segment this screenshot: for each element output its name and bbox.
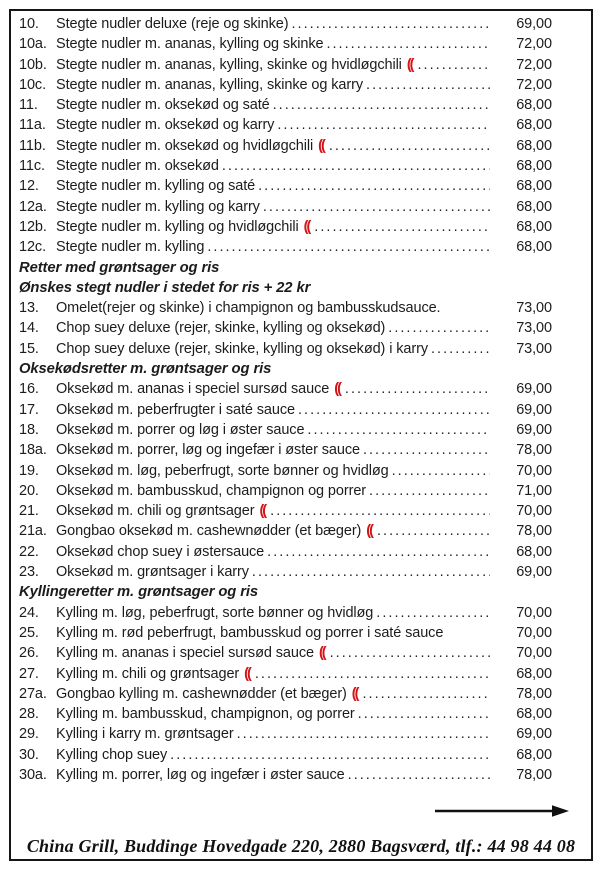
dot-leader bbox=[348, 767, 490, 783]
dot-leader bbox=[363, 442, 490, 458]
menu-item-row bbox=[19, 199, 552, 219]
menu-item-row bbox=[19, 463, 552, 483]
arrow-right-icon bbox=[435, 804, 569, 818]
item-price: 73,00 bbox=[516, 300, 552, 317]
item-price: 68,00 bbox=[516, 97, 552, 114]
dot-leader bbox=[298, 402, 490, 418]
item-name: Stegte nudler deluxe (reje og skinke) bbox=[56, 16, 289, 32]
menu-item-row bbox=[19, 686, 552, 706]
dot-leader bbox=[345, 381, 490, 397]
dot-leader bbox=[369, 483, 490, 499]
dot-leader bbox=[326, 36, 490, 52]
item-name: Omelet(rejer og skinke) i champignon og bambusskudsauce. bbox=[56, 300, 441, 317]
item-number: 29. bbox=[19, 726, 39, 743]
item-number: 11c. bbox=[19, 158, 45, 175]
menu-item-row bbox=[19, 36, 552, 56]
item-name: Oksekød m. ananas i speciel sursød sauce bbox=[56, 381, 330, 398]
item-price: 72,00 bbox=[516, 76, 552, 93]
item-price: 68,00 bbox=[516, 198, 552, 215]
menu-item-row bbox=[19, 178, 552, 198]
chili-icon: (( bbox=[318, 137, 324, 154]
item-number: 16. bbox=[19, 381, 39, 398]
dot-leader bbox=[277, 117, 490, 133]
item-number: 12. bbox=[19, 178, 39, 195]
item-number: 13. bbox=[19, 300, 39, 317]
chili-icon: (( bbox=[303, 218, 310, 235]
item-number: 18a. bbox=[19, 442, 47, 459]
dot-leader bbox=[291, 16, 490, 32]
item-number: 14. bbox=[19, 320, 39, 337]
menu-item-row bbox=[19, 747, 552, 767]
item-name: Stegte nudler m. oksekød og saté bbox=[56, 97, 270, 114]
item-price: 78,00 bbox=[516, 442, 552, 459]
item-name: Kylling m. ananas i speciel sursød sauce bbox=[56, 645, 314, 662]
item-price: 69,00 bbox=[516, 726, 552, 743]
item-price: 68,00 bbox=[516, 665, 552, 682]
item-number: 27. bbox=[19, 665, 39, 682]
dot-leader bbox=[237, 726, 490, 742]
section-header-row bbox=[19, 260, 552, 280]
item-name: Kylling m. porrer, løg og ingefær i øster sauce bbox=[56, 766, 345, 783]
item-name: Stegte nudler m. oksekød og hvidløgchili bbox=[56, 137, 314, 154]
menu-item-row bbox=[19, 564, 552, 584]
item-number: 19. bbox=[19, 462, 39, 479]
dot-leader bbox=[376, 605, 490, 621]
item-number: 11b. bbox=[19, 137, 46, 154]
menu-item-row bbox=[19, 77, 552, 97]
dot-leader bbox=[207, 239, 490, 255]
menu-item-row bbox=[19, 158, 552, 178]
dot-leader bbox=[252, 564, 490, 580]
dot-leader bbox=[377, 523, 490, 539]
menu-item-row bbox=[19, 726, 552, 746]
item-name: Gongbao kylling m. cashewnødder (et bæger) bbox=[56, 685, 347, 702]
item-number: 30a. bbox=[19, 766, 47, 783]
item-number: 22. bbox=[19, 543, 39, 560]
footer-address: China Grill, Buddinge Hovedgade 220, 2880 Bagsværd, tlf.: 44 98 44 08 bbox=[26, 836, 576, 856]
item-name: Stegte nudler m. ananas, kylling, skinke og karry bbox=[56, 76, 364, 93]
item-price: 73,00 bbox=[516, 340, 552, 357]
menu-item-row bbox=[19, 544, 552, 564]
menu-item-row bbox=[19, 239, 552, 259]
item-number: 28. bbox=[19, 706, 39, 723]
menu-item-row bbox=[19, 341, 552, 361]
item-number: 12c. bbox=[19, 239, 47, 256]
chili-icon: (( bbox=[244, 665, 250, 682]
section-header-row bbox=[19, 280, 552, 300]
item-price: 71,00 bbox=[516, 482, 552, 499]
section-header-row bbox=[19, 584, 552, 604]
item-number: 30. bbox=[19, 746, 39, 763]
item-number: 12b. bbox=[19, 218, 47, 235]
item-price: 68,00 bbox=[516, 117, 552, 134]
dot-leader bbox=[267, 544, 490, 560]
menu-item-row bbox=[19, 503, 552, 523]
menu-item-row bbox=[19, 57, 552, 77]
item-name: Kylling m. bambusskud, champignon, og porrer bbox=[56, 706, 355, 723]
chili-icon: (( bbox=[259, 503, 266, 520]
dot-leader bbox=[263, 199, 490, 215]
item-price: 73,00 bbox=[516, 320, 552, 337]
dot-leader bbox=[366, 77, 490, 93]
dot-leader bbox=[307, 422, 490, 438]
section-header-row bbox=[19, 361, 552, 381]
item-price: 78,00 bbox=[516, 766, 552, 783]
item-price: 70,00 bbox=[516, 462, 552, 479]
dot-leader bbox=[170, 747, 490, 763]
chili-icon: (( bbox=[318, 645, 325, 662]
chili-icon: (( bbox=[351, 685, 358, 702]
menu-item-row bbox=[19, 300, 552, 320]
menu-item-row bbox=[19, 767, 552, 787]
item-name: Kylling m. løg, peberfrugt, sorte bønner og hvidløg bbox=[56, 604, 374, 621]
item-number: 27a. bbox=[19, 685, 47, 702]
menu-item-row bbox=[19, 320, 552, 340]
item-number: 25. bbox=[19, 624, 39, 641]
menu-item-row bbox=[19, 117, 552, 137]
item-price: 70,00 bbox=[516, 503, 552, 520]
dot-leader bbox=[392, 463, 490, 479]
menu-item-row bbox=[19, 483, 552, 503]
item-price: 72,00 bbox=[516, 36, 552, 53]
item-price: 78,00 bbox=[516, 685, 552, 702]
item-name: Oksekød m. peberfrugter i saté sauce bbox=[56, 401, 295, 418]
item-name: Chop suey deluxe (rejer, skinke, kylling og oksekød) i karry bbox=[56, 340, 428, 357]
item-name: Stegte nudler m. oksekød bbox=[56, 158, 219, 175]
item-number: 17. bbox=[19, 401, 39, 418]
dot-leader bbox=[330, 645, 490, 661]
section-title: Ønskes stegt nudler i stedet for ris + 22 kr bbox=[19, 279, 311, 296]
section-title: Kyllingeretter m. grøntsager og ris bbox=[19, 584, 259, 601]
item-price: 68,00 bbox=[516, 239, 552, 256]
item-name: Stegte nudler m. kylling og hvidløgchili bbox=[56, 218, 299, 235]
dot-leader bbox=[388, 320, 490, 336]
item-price: 68,00 bbox=[516, 137, 552, 154]
item-number: 10b. bbox=[19, 56, 47, 73]
item-number: 20. bbox=[19, 482, 39, 499]
item-name: Kylling m. chili og grøntsager bbox=[56, 665, 240, 682]
chili-icon: (( bbox=[366, 523, 372, 540]
item-price: 68,00 bbox=[516, 178, 552, 195]
item-price: 69,00 bbox=[516, 421, 552, 438]
item-number: 18. bbox=[19, 421, 39, 438]
dot-leader bbox=[431, 341, 490, 357]
item-name: Oksekød m. grøntsager i karry bbox=[56, 564, 249, 581]
section-title: Retter med grøntsager og ris bbox=[19, 259, 220, 276]
item-price: 70,00 bbox=[516, 645, 552, 662]
item-price: 78,00 bbox=[516, 523, 552, 540]
item-name: Kylling m. rød peberfrugt, bambusskud og porrer i saté sauce bbox=[56, 624, 444, 641]
menu-item-row bbox=[19, 442, 552, 462]
dot-leader bbox=[358, 706, 490, 722]
menu-item-row bbox=[19, 381, 552, 401]
item-number: 10a. bbox=[19, 36, 47, 53]
dot-leader bbox=[270, 503, 490, 519]
item-price: 68,00 bbox=[516, 218, 552, 235]
dot-leader bbox=[417, 57, 490, 73]
item-name: Stegte nudler m. ananas, kylling og skinke bbox=[56, 36, 324, 53]
item-number: 12a. bbox=[19, 198, 47, 215]
item-name: Chop suey deluxe (rejer, skinke, kylling og oksekød) bbox=[56, 320, 386, 337]
item-price: 72,00 bbox=[516, 56, 552, 73]
menu-item-row bbox=[19, 138, 552, 158]
menu-item-row bbox=[19, 422, 552, 442]
chili-icon: (( bbox=[334, 381, 340, 398]
item-number: 10c. bbox=[19, 76, 47, 93]
item-number: 11a. bbox=[19, 117, 46, 134]
dot-leader bbox=[258, 178, 490, 194]
item-number: 21a. bbox=[19, 523, 47, 540]
item-price: 69,00 bbox=[516, 16, 552, 32]
menu-item-row bbox=[19, 645, 552, 665]
item-name: Stegte nudler m. oksekød og karry bbox=[56, 117, 275, 134]
item-name: Oksekød m. løg, peberfrugt, sorte bønner og hvidløg bbox=[56, 462, 389, 479]
item-price: 69,00 bbox=[516, 381, 552, 398]
menu-rows bbox=[19, 16, 552, 787]
menu-item-row bbox=[19, 16, 552, 36]
item-name: Oksekød m. bambusskud, champignon og porrer bbox=[56, 482, 367, 499]
item-name: Oksekød m. porrer, løg og ingefær i øster sauce bbox=[56, 442, 360, 459]
item-price: 68,00 bbox=[516, 543, 552, 560]
item-name: Stegte nudler m. kylling bbox=[56, 239, 205, 256]
item-price: 69,00 bbox=[516, 564, 552, 581]
item-name: Stegte nudler m. kylling og karry bbox=[56, 198, 260, 215]
dot-leader bbox=[273, 97, 490, 113]
item-number: 11. bbox=[19, 97, 38, 114]
section-title: Oksekødsretter m. grøntsager og ris bbox=[19, 361, 272, 378]
dot-leader bbox=[314, 219, 490, 235]
menu-item-row bbox=[19, 523, 552, 543]
item-number: 10. bbox=[19, 16, 39, 32]
item-name: Kylling i karry m. grøntsager bbox=[56, 726, 234, 743]
item-name: Kylling chop suey bbox=[56, 746, 168, 763]
item-number: 26. bbox=[19, 645, 39, 662]
item-price: 68,00 bbox=[516, 158, 552, 175]
dot-leader bbox=[222, 158, 490, 174]
chili-icon: (( bbox=[406, 56, 413, 73]
item-number: 23. bbox=[19, 564, 39, 581]
item-name: Gongbao oksekød m. cashewnødder (et bæger) bbox=[56, 523, 362, 540]
item-name: Stegte nudler m. kylling og saté bbox=[56, 178, 256, 195]
dot-leader bbox=[329, 138, 490, 154]
item-name: Stegte nudler m. ananas, kylling, skinke og hvidløgchili bbox=[56, 56, 402, 73]
menu-item-row bbox=[19, 625, 552, 645]
dot-leader bbox=[255, 666, 490, 682]
menu-item-row bbox=[19, 402, 552, 422]
item-name: Oksekød m. porrer og løg i øster sauce bbox=[56, 421, 305, 438]
menu-item-row bbox=[19, 706, 552, 726]
dot-leader bbox=[362, 686, 490, 702]
item-price: 68,00 bbox=[516, 706, 552, 723]
item-number: 24. bbox=[19, 604, 39, 621]
item-number: 15. bbox=[19, 340, 39, 357]
item-price: 70,00 bbox=[516, 624, 552, 641]
menu-item-row bbox=[19, 97, 552, 117]
item-name: Oksekød m. chili og grøntsager bbox=[56, 503, 255, 520]
menu-item-row bbox=[19, 666, 552, 686]
menu-item-row bbox=[19, 605, 552, 625]
item-price: 69,00 bbox=[516, 401, 552, 418]
menu-item-row bbox=[19, 219, 552, 239]
item-name: Oksekød chop suey i østersauce bbox=[56, 543, 265, 560]
item-price: 70,00 bbox=[516, 604, 552, 621]
item-number: 21. bbox=[19, 503, 39, 520]
item-price: 68,00 bbox=[516, 746, 552, 763]
